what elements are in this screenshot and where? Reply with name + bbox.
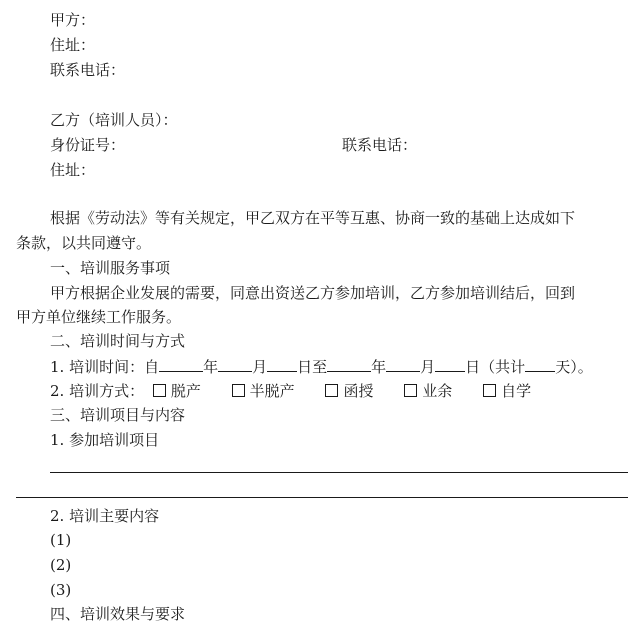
section-1-line-2: 甲方单位继续工作服务。 — [16, 308, 182, 326]
party-b-address-label: 住址： — [50, 161, 96, 179]
party-a-label: 甲方： — [50, 11, 96, 29]
end-day-label: 日（共计 — [465, 358, 526, 376]
project-fill-line-1[interactable] — [50, 472, 628, 473]
content-point-3: (3) — [50, 581, 72, 599]
content-point-2: (2) — [50, 556, 72, 574]
section-3-heading: 三、培训项目与内容 — [50, 406, 186, 424]
project-fill-line-2[interactable] — [16, 497, 628, 498]
checkbox-icon[interactable] — [404, 384, 417, 397]
party-b-label: 乙方（培训人员）： — [50, 111, 178, 129]
training-project-label: 1. 参加培训项目 — [50, 431, 160, 449]
start-year-blank[interactable] — [159, 356, 203, 372]
start-year-label: 年 — [203, 358, 219, 376]
training-method-row — [50, 381, 531, 401]
total-days-suffix: 天）。 — [555, 358, 593, 376]
party-a-address-label: 住址： — [50, 36, 96, 54]
training-content-label: 2. 培训主要内容 — [50, 507, 160, 525]
option-spare-time-label: 业余 — [422, 382, 453, 400]
option-part-time-label: 半脱产 — [249, 382, 295, 400]
training-time-row — [50, 356, 593, 376]
preamble-line-2: 条款，以共同遵守。 — [16, 234, 152, 252]
start-month-blank[interactable] — [218, 356, 252, 372]
option-correspondence-label: 函授 — [343, 382, 374, 400]
option-spare-time[interactable] — [404, 381, 452, 401]
option-self-study-label: 自学 — [501, 382, 532, 400]
total-days-blank[interactable] — [525, 356, 555, 372]
checkbox-icon[interactable] — [153, 384, 166, 397]
option-full-time-label: 脱产 — [170, 382, 201, 400]
checkbox-icon[interactable] — [232, 384, 245, 397]
section-1-line-1: 甲方根据企业发展的需要，同意出资送乙方参加培训，乙方参加培训结后，回到 — [50, 284, 576, 302]
training-time-prefix: 1. 培训时间：自 — [50, 358, 160, 376]
party-b-phone-label: 联系电话： — [342, 136, 418, 154]
end-year-blank[interactable] — [327, 356, 371, 372]
party-a-phone-label: 联系电话： — [50, 61, 126, 79]
section-1-heading: 一、培训服务事项 — [50, 259, 171, 277]
start-day-blank[interactable] — [267, 356, 297, 372]
training-method-prefix: 2. 培训方式： — [50, 382, 145, 400]
option-full-time[interactable] — [153, 381, 201, 401]
option-self-study[interactable] — [483, 381, 531, 401]
end-month-label: 月 — [420, 358, 436, 376]
section-4-heading: 四、培训效果与要求 — [50, 605, 186, 623]
checkbox-icon[interactable] — [325, 384, 338, 397]
checkbox-icon[interactable] — [483, 384, 496, 397]
start-day-to-label: 日至 — [297, 358, 328, 376]
option-correspondence[interactable] — [325, 381, 373, 401]
option-part-time[interactable] — [232, 381, 295, 401]
end-day-blank[interactable] — [435, 356, 465, 372]
section-2-heading: 二、培训时间与方式 — [50, 332, 186, 350]
content-point-1: (1) — [50, 531, 72, 549]
party-b-id-label: 身份证号： — [50, 136, 126, 154]
start-month-label: 月 — [252, 358, 268, 376]
preamble-line-1: 根据《劳动法》等有关规定，甲乙双方在平等互惠、协商一致的基础上达成如下 — [50, 209, 576, 227]
end-year-label: 年 — [371, 358, 387, 376]
end-month-blank[interactable] — [386, 356, 420, 372]
